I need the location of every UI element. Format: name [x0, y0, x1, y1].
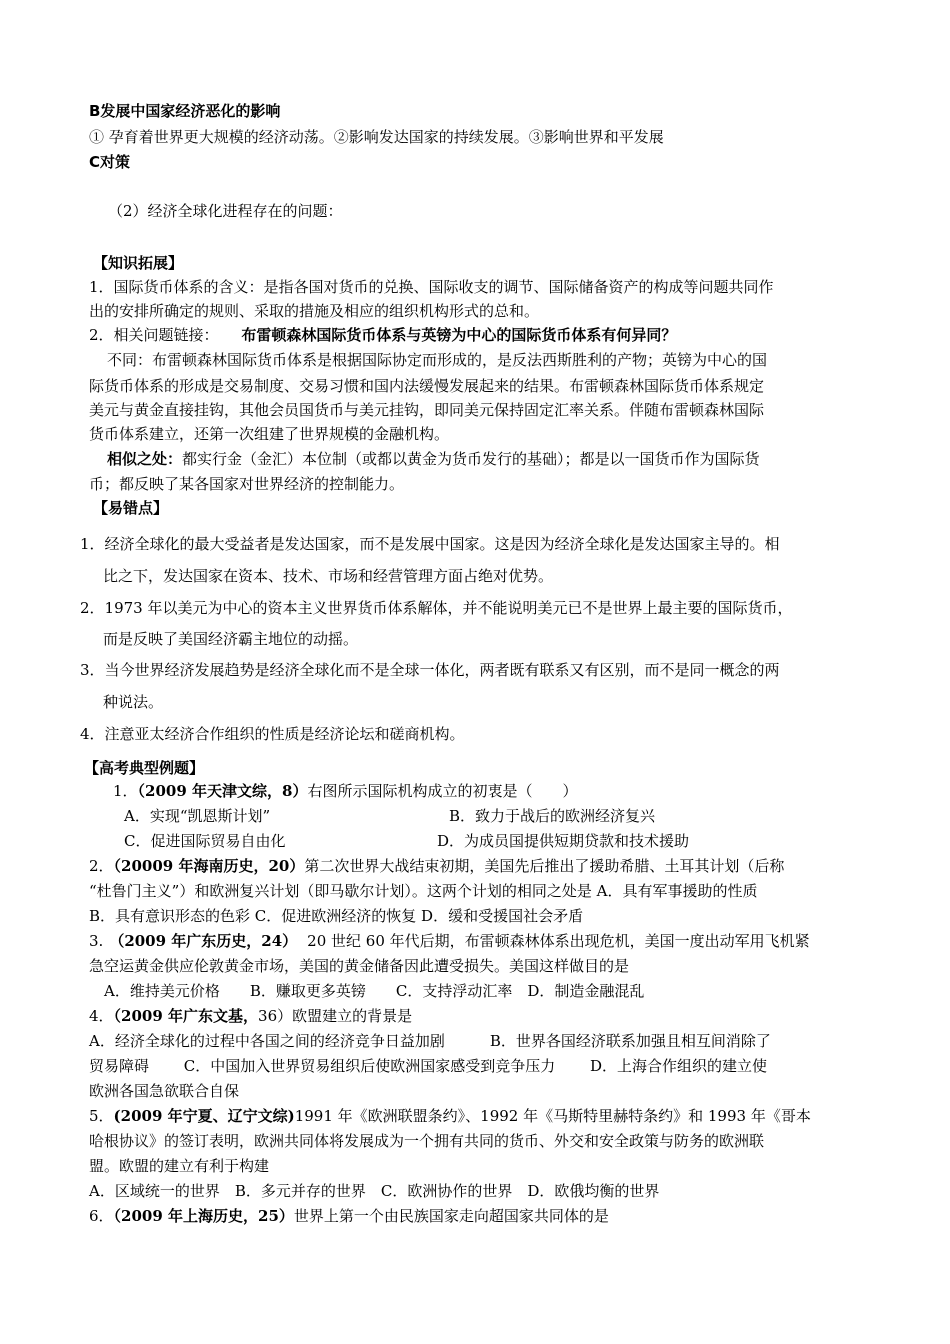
exam-q1-option-a: A．实现“凯恩斯计划” [124, 807, 271, 825]
exam-q3-num: 3. [89, 932, 104, 950]
section-c-heading: C对策 [89, 153, 131, 171]
errors-item-2-line1: 2．1973 年以美元为中心的资本主义世界货币体系解体，并不能说明美元已不是世界上最主要的国际货币， [80, 599, 793, 617]
errors-heading: 【易错点】 [93, 499, 169, 517]
section-b-body: ① 孕育着世界更大规模的经济动荡。②影响发达国家的持续发展。③影响世界和平发展 [89, 128, 664, 146]
exam-q4-num: 4． [89, 1007, 114, 1025]
exam-heading: 【高考典型例题】 [84, 759, 205, 777]
exam-q4-stem [89, 1006, 864, 1027]
knowledge-diff-line1 [89, 350, 864, 371]
knowledge-diff-label: 不同： [107, 351, 153, 369]
exam-q5-line1 [89, 1106, 864, 1127]
exam-q3-line2: 急空运黄金供应伦敦黄金市场，美国的黄金储备因此遭受损失。美国这样做目的是 [89, 957, 630, 975]
exam-q6-num: 6． [89, 1207, 114, 1225]
exam-q6-stem [89, 1206, 864, 1227]
errors-item-3-line2: 种说法。 [103, 693, 164, 711]
exam-q1-option-c: C．促进国际贸易自由化 [124, 832, 286, 850]
exam-q1-num: 1． [113, 782, 138, 800]
exam-q6-source: （2009 年上海历史，25） [113, 1207, 294, 1225]
exam-q6-text: 世界上第一个由民族国家走向超国家共同体的是 [293, 1207, 609, 1225]
exam-q5-num: 5． [89, 1107, 114, 1125]
exam-q2-source: （20009 年海南历史，20） [113, 857, 305, 875]
exam-q4-text: 36）欧盟建立的背景是 [258, 1007, 413, 1025]
knowledge-heading: 【知识拓展】 [93, 254, 184, 272]
exam-q2-line2: “杜鲁门主义”）和欧洲复兴计划（即马歇尔计划）。这两个计划的相同之处是 A．具有军事援助的性质 [89, 882, 758, 900]
knowledge-diff-line2: 际货币体系的形成是交易制度、交易习惯和国内法缓慢发展起来的结果。布雷顿森林国际货币体系规定 [89, 377, 765, 395]
knowledge-sim-text: 都实行金（金汇）本位制（或都以黄金为货币发行的基础）；都是以一国货币作为国际货 [182, 450, 760, 468]
exam-q1-option-b: B．致力于战后的欧洲经济复兴 [449, 807, 656, 825]
knowledge-p2-question: 布雷顿森林国际货币体系与英镑为中心的国际货币体系有何异同？ [241, 326, 677, 344]
errors-item-1-line2: 比之下，发达国家在资本、技术、市场和经营管理方面占绝对优势。 [103, 567, 554, 585]
exam-q2-line3: B．具有意识形态的色彩 C．促进欧洲经济的恢复 D．缓和受援国社会矛盾 [89, 907, 584, 925]
exam-q1-source: （2009 年天津文综，8） [137, 782, 308, 800]
knowledge-sim-label: 相似之处： [107, 450, 183, 468]
knowledge-diff-line3: 美元与黄金直接挂钩，其他会员国货币与美元挂钩，即同美元保持固定汇率关系。伴随布雷顿森林国际 [89, 401, 765, 419]
knowledge-diff-line4: 货币体系建立，还第一次组建了世界规模的金融机构。 [89, 425, 450, 443]
exam-q1-stem [113, 781, 863, 802]
knowledge-sim-line1 [89, 449, 864, 470]
knowledge-diff-text: 布雷顿森林国际货币体系是根据国际协定而形成的，是反法西斯胜利的产物；英镑为中心的国 [152, 351, 768, 369]
exam-q4-line2: 贸易障碍 C．中国加入世界贸易组织后使欧洲国家感受到竞争压力 D．上海合作组织的建立使 [89, 1057, 768, 1075]
errors-item-1-line1: 1．经济全球化的最大受益者是发达国家，而不是发展中国家。这是因为经济全球化是发达国家主导的。相 [80, 535, 780, 553]
problems-line: （2）经济全球化进程存在的问题： [108, 202, 343, 220]
exam-q3-line1 [89, 931, 864, 952]
knowledge-p2 [89, 325, 864, 346]
errors-item-4-line1: 4．注意亚太经济合作组织的性质是经济论坛和磋商机构。 [80, 725, 465, 743]
knowledge-p1-line1: 1．国际货币体系的含义：是指各国对货币的兑换、国际收支的调节、国际储备资产的构成等问题共同作 [89, 278, 774, 296]
exam-q3-options: A．维持美元价格 B．赚取更多英镑 C．支持浮动汇率 D．制造金融混乱 [104, 982, 645, 1000]
exam-q5-line3: 盟。欧盟的建立有利于构建 [89, 1157, 270, 1175]
exam-q3-source: （2009 年广东历史，24） [109, 932, 298, 950]
knowledge-p2-prefix: 2．相关问题链接： [89, 326, 219, 344]
exam-q1-text: 右图所示国际机构成立的初衷是（ ） [307, 782, 578, 800]
exam-q4-source: （2009 年广东文基， [113, 1007, 259, 1025]
exam-q1-option-d: D．为成员国提供短期贷款和技术援助 [437, 832, 690, 850]
exam-q3-text: 20 世纪 60 年代后期，布雷顿森林体系出现危机，美国一度出动军用飞机紧 [307, 932, 810, 950]
errors-item-2-line2: 而是反映了美国经济霸主地位的动摇。 [103, 630, 359, 648]
exam-q5-options: A．区域统一的世界 B．多元并存的世界 C．欧洲协作的世界 D．欧俄均衡的世界 [89, 1182, 660, 1200]
exam-q2-text: 第二次世界大战结束初期，美国先后推出了援助希腊、土耳其计划（后称 [304, 857, 785, 875]
exam-q2-line1 [89, 856, 864, 877]
knowledge-p1-line2: 出的安排所确定的规则、采取的措施及相应的组织机构形式的总和。 [89, 302, 540, 320]
exam-q4-line1: A．经济全球化的过程中各国之间的经济竞争日益加剧 B．世界各国经济联系加强且相互间消除了 [89, 1032, 771, 1050]
exam-q2-num: 2． [89, 857, 114, 875]
knowledge-sim-line2: 币；都反映了某各国家对世界经济的控制能力。 [89, 475, 405, 493]
exam-q5-text: 1991 年《欧洲联盟条约》、1992 年《马斯特里赫特条约》和 1993 年《哥本 [294, 1107, 811, 1125]
exam-q4-line3: 欧洲各国急欲联合自保 [89, 1082, 240, 1100]
section-b-heading: B发展中国家经济恶化的影响 [89, 102, 281, 120]
exam-q5-line2: 哈根协议》的签订表明，欧洲共同体将发展成为一个拥有共同的货币、外交和安全政策与防务的欧洲联 [89, 1132, 765, 1150]
errors-item-3-line1: 3．当今世界经济发展趋势是经济全球化而不是全球一体化，两者既有联系又有区别，而不是同一概念的两 [80, 661, 780, 679]
exam-q5-source: (2009 年宁夏、辽宁文综) [113, 1107, 295, 1125]
